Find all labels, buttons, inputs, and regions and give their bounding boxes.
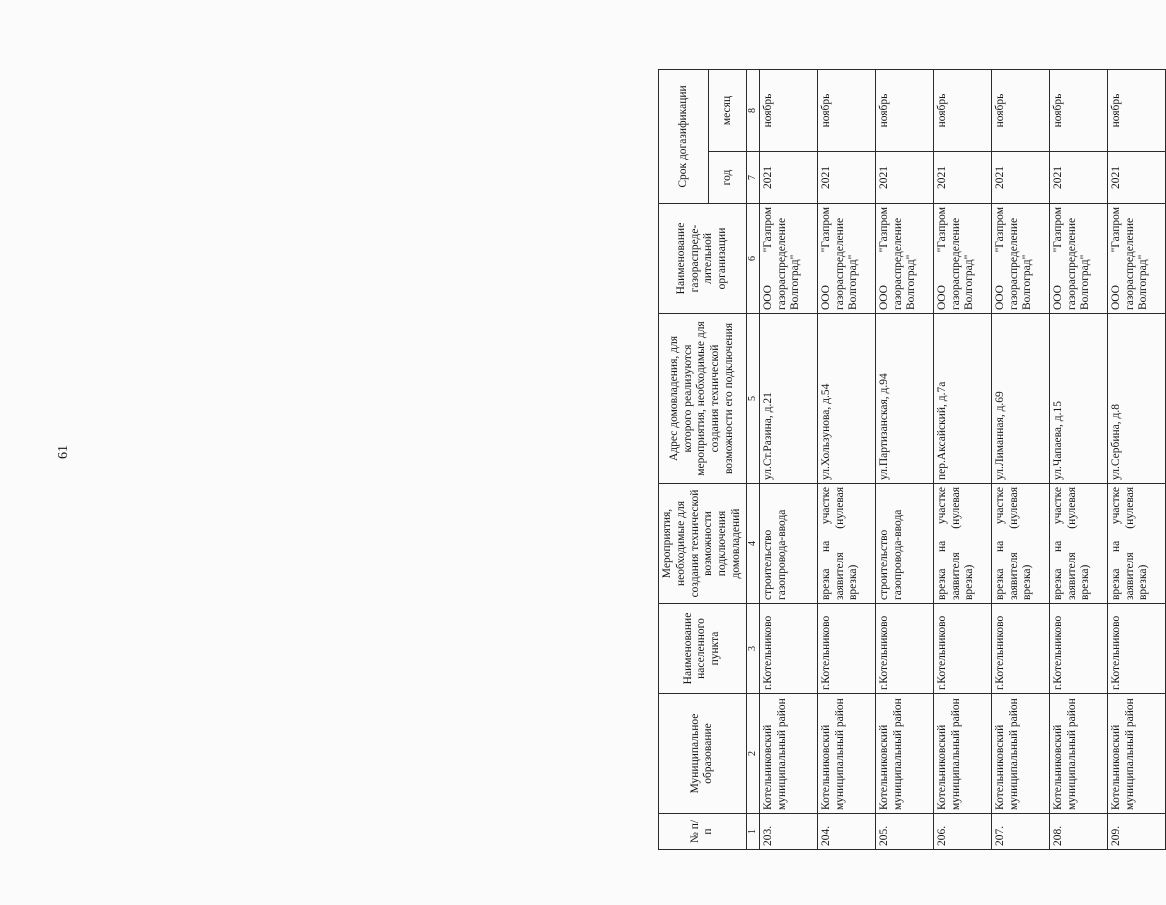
column-index: 1 <box>746 814 759 850</box>
row-number: 205. <box>875 814 933 850</box>
municipality-cell: Котельниковский муниципальный район <box>817 694 875 814</box>
table-row <box>759 70 817 850</box>
month-cell: ноябрь <box>1107 70 1165 152</box>
table-row <box>991 70 1049 850</box>
organization-cell <box>1107 204 1165 314</box>
month-cell: ноябрь <box>817 70 875 152</box>
header-settlement: Наименование населенного пункта <box>659 604 747 694</box>
measure-cell: врезка на участке заявителя (нулевая врезка) <box>817 484 875 604</box>
organization-cell <box>991 204 1049 314</box>
year-cell: 2021 <box>1049 152 1107 204</box>
month-cell: ноябрь <box>759 70 817 152</box>
column-index: 6 <box>746 204 759 314</box>
address-cell: ул.Лиманная, д.69 <box>991 314 1049 484</box>
gasification-schedule-table <box>658 69 1166 850</box>
header-municipality: Муниципальное образование <box>659 694 747 814</box>
settlement-cell: г.Котельниково <box>1107 604 1165 694</box>
table-row <box>933 70 991 850</box>
organization-name-line1: ООО "Газпром <box>1051 207 1064 310</box>
organization-name-line2: газораспределение Волгоград" <box>1065 217 1092 310</box>
municipality-cell: Котельниковский муниципальный район <box>875 694 933 814</box>
municipality-cell: Котельниковский муниципальный район <box>1049 694 1107 814</box>
organization-name-line2: газораспределение Волгоград" <box>891 217 918 310</box>
row-number: 209. <box>1107 814 1165 850</box>
measure-cell: строительство газопровода-ввода <box>759 484 817 604</box>
table-row <box>1049 70 1107 850</box>
year-cell: 2021 <box>759 152 817 204</box>
column-index: 5 <box>746 314 759 484</box>
organization-name-line1: ООО "Газпром <box>761 207 774 310</box>
year-cell: 2021 <box>817 152 875 204</box>
address-cell: пер.Аксайский, д.7а <box>933 314 991 484</box>
measure-cell: врезка на участке заявителя (нулевая врезка) <box>1107 484 1165 604</box>
column-index-row <box>746 70 759 850</box>
address-cell: ул.Сербина, д.8 <box>1107 314 1165 484</box>
header-gasification-term: Срок догазификации <box>659 70 709 204</box>
address-cell: ул.Ст.Разина, д.21 <box>759 314 817 484</box>
settlement-cell: г.Котельниково <box>1049 604 1107 694</box>
page-number-text: 61 <box>56 445 71 459</box>
organization-name-line1: ООО "Газпром <box>935 207 948 310</box>
municipality-cell: Котельниковский муниципальный район <box>991 694 1049 814</box>
table-body <box>759 70 1165 850</box>
row-number: 206. <box>933 814 991 850</box>
organization-cell <box>759 204 817 314</box>
header-address: Адрес домовладения, для которого реализуются мероприятия, необходимые для создания технической возможности его подключения <box>659 314 747 484</box>
month-cell: ноябрь <box>875 70 933 152</box>
organization-cell <box>817 204 875 314</box>
settlement-cell: г.Котельниково <box>933 604 991 694</box>
settlement-cell: г.Котельниково <box>875 604 933 694</box>
settlement-cell: г.Котельниково <box>817 604 875 694</box>
table-header <box>659 70 760 850</box>
measure-cell: врезка на участке заявителя (нулевая врезка) <box>1049 484 1107 604</box>
organization-cell <box>1049 204 1107 314</box>
organization-name-line2: газораспределение Волгоград" <box>775 217 802 310</box>
table-row <box>875 70 933 850</box>
measure-cell: строительство газопровода-ввода <box>875 484 933 604</box>
municipality-cell: Котельниковский муниципальный район <box>759 694 817 814</box>
organization-cell <box>875 204 933 314</box>
header-year: год <box>709 152 746 204</box>
organization-name-line1: ООО "Газпром <box>877 207 890 310</box>
month-cell: ноябрь <box>1049 70 1107 152</box>
organization-cell <box>933 204 991 314</box>
header-organization: Наименование газораспреде-лительной организации <box>659 204 747 314</box>
address-cell: ул.Чапаева, д.15 <box>1049 314 1107 484</box>
measure-cell: врезка на участке заявителя (нулевая врезка) <box>933 484 991 604</box>
header-measures: Мероприятия, необходимые для создания технической возможности подключения домовладений <box>659 484 747 604</box>
settlement-cell: г.Котельниково <box>759 604 817 694</box>
row-number: 204. <box>817 814 875 850</box>
address-cell: ул.Хользунова, д.54 <box>817 314 875 484</box>
measure-cell: врезка на участке заявителя (нулевая врезка) <box>991 484 1049 604</box>
column-index: 2 <box>746 694 759 814</box>
year-cell: 2021 <box>991 152 1049 204</box>
row-number: 207. <box>991 814 1049 850</box>
header-number: № п/п <box>659 814 747 850</box>
organization-name-line2: газораспределение Волгоград" <box>833 217 860 310</box>
year-cell: 2021 <box>1107 152 1165 204</box>
table-row <box>1107 70 1165 850</box>
rotated-table-container <box>658 70 1158 850</box>
year-cell: 2021 <box>933 152 991 204</box>
organization-name-line1: ООО "Газпром <box>993 207 1006 310</box>
row-number: 203. <box>759 814 817 850</box>
column-index: 7 <box>746 152 759 204</box>
month-cell: ноябрь <box>991 70 1049 152</box>
organization-name-line2: газораспределение Волгоград" <box>949 217 976 310</box>
table-row <box>817 70 875 850</box>
header-month: месяц <box>709 70 746 152</box>
organization-name-line2: газораспределение Волгоград" <box>1007 217 1034 310</box>
month-cell: ноябрь <box>933 70 991 152</box>
organization-name-line1: ООО "Газпром <box>819 207 832 310</box>
column-index: 3 <box>746 604 759 694</box>
municipality-cell: Котельниковский муниципальный район <box>1107 694 1165 814</box>
year-cell: 2021 <box>875 152 933 204</box>
organization-name-line1: ООО "Газпром <box>1109 207 1122 310</box>
address-cell: ул.Партизанская, д.94 <box>875 314 933 484</box>
settlement-cell: г.Котельниково <box>991 604 1049 694</box>
municipality-cell: Котельниковский муниципальный район <box>933 694 991 814</box>
row-number: 208. <box>1049 814 1107 850</box>
column-index: 8 <box>746 70 759 152</box>
column-index: 4 <box>746 484 759 604</box>
organization-name-line2: газораспределение Волгоград" <box>1123 217 1150 310</box>
